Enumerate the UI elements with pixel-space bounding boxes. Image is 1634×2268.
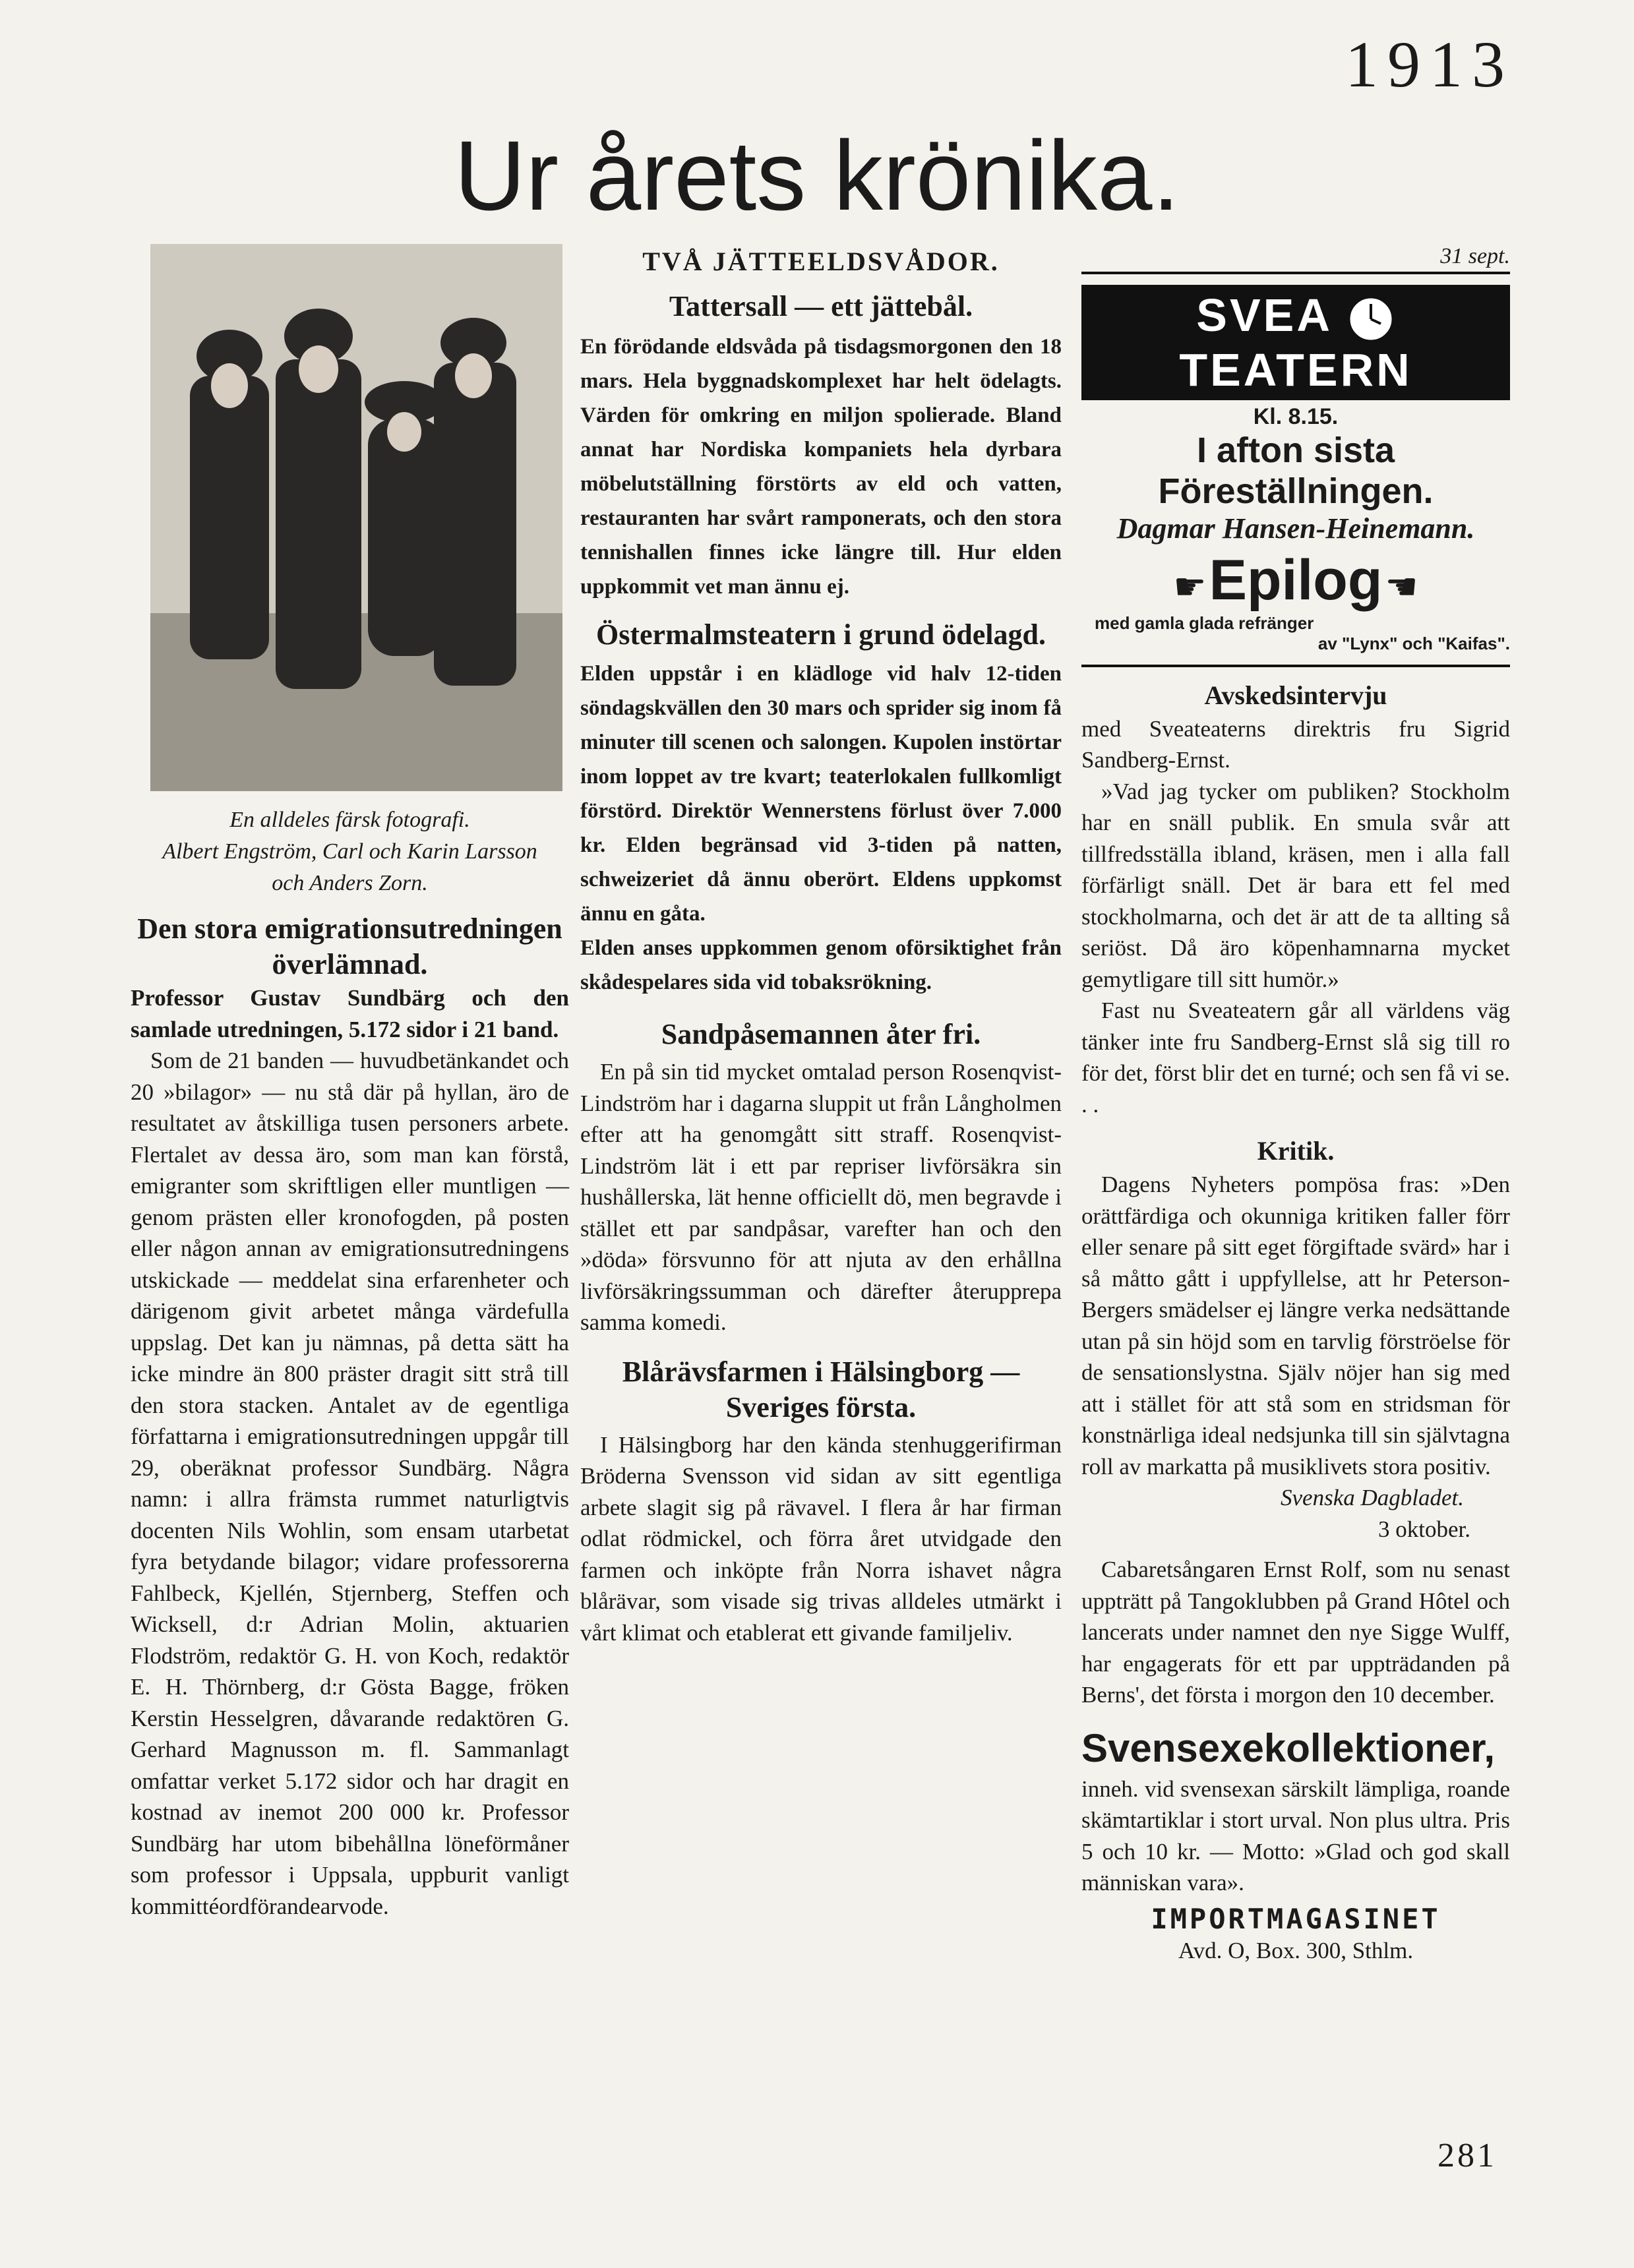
- fox-body: I Hälsingborg har den kända stenhuggerifirman Bröderna Svensson vid sidan av sitt egentliga arbete slagit sig på rävavel. I flera år har firman odlat rödmickel, och förra året utvidgade den farmen och inköpte från Norra ishavet några blårävar, som visade sig trivas alldeles utmärkt i vårt klimat och etablerat ett givande familjeliv.: [580, 1431, 1062, 1646]
- column-right: [1081, 244, 1510, 1966]
- ad-time: Kl. 8.15.: [1253, 403, 1339, 429]
- clock-icon: [1347, 295, 1395, 343]
- critic-body: Dagens Nyheters pompösa fras: »Den orättfärdiga och okunniga kritiken faller förr eller senare på sitt eget förgiftade svärd» har i så måtto gått i uppfyllelse, att hr Peterson-Bergers smädelser ej längre verka nedsättande utan på sin höjd som en tarvlig förströelse för de sensationslystna. Själv nöjer han sig med att i stället för att stå som en stridsman för konstnärliga ideal nedsjunka till sin självtagna roll av markatta på musiklivets stora positiv.: [1081, 1172, 1510, 1479]
- emigration-heading-line: Den stora emigrationsutredningen: [137, 912, 562, 945]
- cabaret-body: Cabaretsångaren Ernst Rolf, som nu senast uppträtt på Tangoklubben på Grand Hôtel och lancerats under namnet den nye Sigge Wulff, har engagerats för ett par uppträdanden på Berns', det första i morgon den 10 december.: [1081, 1557, 1510, 1708]
- page-number: 281: [1437, 2137, 1497, 2174]
- page-title: Ur årets krönika.: [454, 120, 1180, 231]
- column-middle: [580, 244, 1062, 1648]
- emigration-heading: [131, 911, 569, 982]
- sveateatern-banner: [1081, 285, 1510, 400]
- rule-top: [1081, 272, 1510, 274]
- sandbag-body: En på sin tid mycket omtalad person Rosenqvist-Lindström har i dagarna sluppit ut från Långholmen efter att ha genomgått sitt straff. Rosenqvist-Lindström lät i ett par repriser livförsäkra sin hushållerska, lät henne officiellt dö, men begravde i stället ett par sandpåsar, varefter han och den »döda» försvunno för att njuta av den erhållna livförsäkringssumman och därefter återupprepa samma komedi.: [580, 1059, 1062, 1335]
- ad-show-row: [1081, 548, 1510, 613]
- page-year: 1913: [1345, 28, 1514, 101]
- import-address: Avd. O, Box. 300, Sthlm.: [1178, 1937, 1414, 1963]
- ad-songs-1: med gamla glada refränger: [1095, 612, 1314, 633]
- photo-caption: [131, 804, 569, 899]
- ad-show: Epilog: [1209, 548, 1383, 612]
- caption-line: En alldeles färsk fotografi.: [229, 808, 470, 832]
- group-photograph: [150, 244, 562, 791]
- fox-heading-line: Blårävsfarmen i Hälsingborg —: [622, 1355, 1020, 1388]
- photo-image: [150, 244, 562, 791]
- banner-right: TEATERN: [1179, 343, 1412, 396]
- sandbag-heading: Sandpåsemannen åter fri.: [661, 1018, 981, 1050]
- fires-heading: TVÅ JÄTTEELDSVÅDOR.: [642, 247, 1000, 276]
- column-left: [131, 244, 569, 1922]
- fox-heading: [580, 1354, 1062, 1425]
- tattersall-heading: Tattersall — ett jättebål.: [669, 290, 973, 322]
- interview-intro: med Sveateaterns direktris fru Sigrid Sandberg-Ernst.: [1081, 715, 1510, 773]
- ostermalm-body-2: Elden anses uppkommen genom oförsiktighet från skådespelares sida vid tobaksrökning.: [580, 936, 1062, 994]
- caption-line: Albert Engström, Carl och Karin Larsson: [162, 839, 537, 864]
- pointing-hand-right-icon: ☛: [1173, 566, 1207, 608]
- import-heading: IMPORTMAGASINET: [1151, 1902, 1441, 1935]
- ad-actor: Dagmar Hansen-Heinemann.: [1116, 512, 1475, 545]
- fox-heading-line: Sveriges första.: [725, 1390, 917, 1423]
- ostermalm-heading: Östermalmsteatern i grund ödelagd.: [596, 618, 1046, 651]
- caption-line: och Anders Zorn.: [272, 871, 428, 895]
- interview-outro: Fast nu Sveateatern går all världens väg tänker inte fru Sandberg-Ernst slå sig till ro för det, först blir det en turné; och sen få vi se. . .: [1081, 998, 1510, 1118]
- emigration-subheading: Professor Gustav Sundbärg och den samlade utredningen, 5.172 sidor i 21 band.: [131, 985, 569, 1042]
- ad-date: 31 sept.: [1440, 244, 1510, 268]
- svensexe-heading: Svensexekollektioner,: [1081, 1725, 1496, 1770]
- critic-heading: Kritik.: [1257, 1136, 1335, 1166]
- ostermalm-body: Elden uppstår i en klädloge vid halv 12-tiden söndagskvällen den 30 mars och sprider sig inom få minuter till scenen och salongen. Kupolen instörtar inom loppet av tre kvart; teaterlokalen fullkomligt förstörd. Direktör Wennerstens förlust över 7.000 kr. Elden begränsad vid 3-tiden på natten, schweizeriet då ännu oberört. Eldens uppkomst ännu en gåta.: [580, 662, 1062, 926]
- tattersall-body: En förödande eldsvåda på tisdagsmorgonen den 18 mars. Hela byggnadskomplexet har helt ödelagts. Värden för omkring en miljon spolierade. Bland annat har Nordiska kompaniets hela dyrbara möbelutställning förstörts av eld och vatten, restauranten har svårt ramponerats, och den stora tennishallen finnes icke längre till. Hur elden uppkommit vet man ännu ej.: [580, 335, 1062, 599]
- critic-source: Svenska Dagbladet.: [1281, 1485, 1464, 1511]
- svensexe-body: inneh. vid svensexan särskilt lämpliga, roande skämtartiklar i stort urval. Non plus ultra. Pris 5 och 10 kr. — Motto: »Glad och god skall människan vara».: [1081, 1776, 1510, 1896]
- emigration-body: Som de 21 banden — huvudbetänkandet och 20 »bilagor» — nu stå där på hyllan, äro de resultatet av åtskilliga tusen personers arbete. Flertalet av dessa äro, som man kan förstå, emigranter som skriftligen eller muntligen — genom prästen eller kronofogden, på posten eller någon annan av emigrationsutredningens utskickade — meddelat sina erfarenheter och därigenom givit arbetet många värdefulla uppslag. Det kan ju nämnas, på detta sätt ha icke mindre än 800 präster dragit sitt strå till den stora stacken. Antalet av de egentliga författarna i emigrationsutredningen uppgår till 29, oberäknat professor Sundbärg. Några namn: i allra främsta rummet naturligtvis docenten Nils Wohlin, som ensam utarbetat fyra betydande bilagor; vidare professorerna Fahlbeck, Kjellén, Stjernberg, Steffen och Wicksell, d:r Adrian Molin, aktuarien Flodström, redaktör G. H. von Koch, redaktör E. H. Thörnberg, d:r Gösta Bagge, fröken Kerstin Hesselgren, dåvarande redaktören G. Gerhard Magnusson m. fl. Sammanlagt omfattar verket 5.172 sidor och har dragit en kostnad av inemot 200 000 kr. Professor Sundbärg har utom bibehållna löneförmåner som professor i Uppsala, uppburit vanligt kommittéordförandearvode.: [131, 1048, 569, 1919]
- critic-date: 3 oktober.: [1378, 1516, 1470, 1542]
- pointing-hand-left-icon: ☚: [1385, 566, 1418, 608]
- interview-quote: »Vad jag tycker om publiken? Stockholm har en snäll publik. En smula svår att tillfredsställa ibland, kräsen, men i alla fall förfärligt snäll. Det är bara ett fel med stockholmarna, och det är att de ta allting så seriöst. Då äro köpenhamnarna mycket gemytligare till sitt humör.»: [1081, 778, 1510, 992]
- interview-heading: Avskedsintervju: [1204, 680, 1387, 710]
- ad-songs-2: av "Lynx" och "Kaifas".: [1317, 633, 1510, 653]
- emigration-heading-line: överlämnad.: [272, 948, 428, 980]
- rule-bottom: [1081, 665, 1510, 667]
- banner-left: SVEA: [1196, 289, 1331, 341]
- ad-performance: I afton sista Föreställningen.: [1158, 430, 1434, 511]
